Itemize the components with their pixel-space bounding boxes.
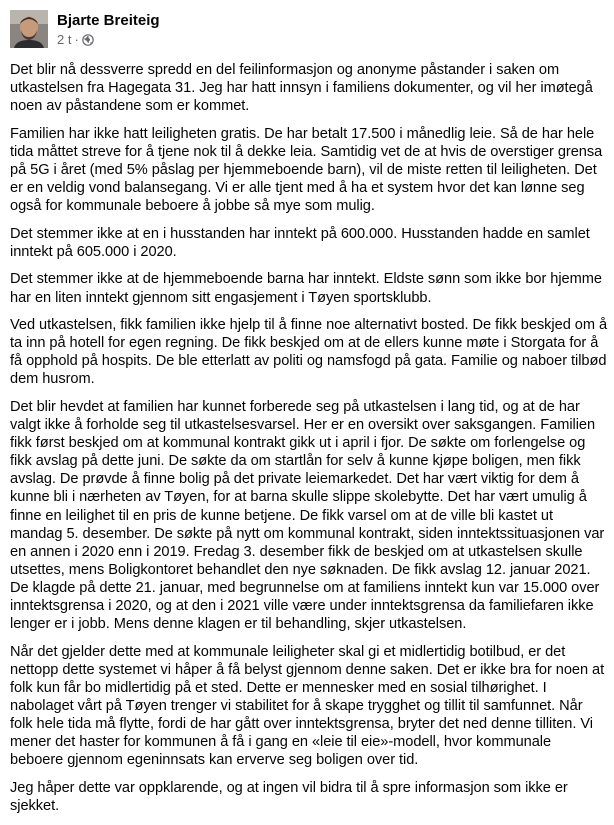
post-timestamp[interactable]: 2 t — [57, 31, 72, 47]
globe-icon[interactable] — [82, 33, 94, 45]
avatar[interactable] — [10, 10, 48, 48]
post-paragraph: Ved utkastelsen, fikk familien ikke hjelp til å finne noe alternativt bosted. De fikk beskjed om å ta inn på hotell for egen regning. De fikk beskjed om at de ellers kunne møte i Storgata for å få opphold på hospits. De ble etterlatt av politi og namsfogd på gata. Familie og naboer tilbød dem husrom. — [10, 317, 608, 388]
post-meta — [57, 11, 160, 48]
post-paragraph: Det stemmer ikke at de hjemmeboende barna har inntekt. Eldste sønn som ikke bor hjemme har en liten inntekt gjennom sitt engasjement i Tøyen sportsklubb. — [10, 271, 602, 306]
post-paragraph: Familien har ikke hatt leiligheten gratis. De har betalt 17.500 i månedlig leie. Så de har hele tida måttet streve for å tjene nok til å dekke leia. Samtidig vet de at hvis de overstiger grensa på 5G i året (med 5% påslag per hjemmeboende barn), vil de miste retten til leiligheten. Det er en veldig vond balansegang. Vi er alle tjent med å ha et system hvor det kan lønne seg også for kommunale beboere å jobbe så mye som mulig. — [10, 125, 603, 215]
author-name[interactable]: Bjarte Breiteig — [57, 11, 160, 29]
separator-dot: · — [74, 31, 79, 47]
post-paragraph: Det blir hevdet at familien har kunnet forberede seg på utkastelsen i lang tid, og at de har valgt ikke å forholde seg til utkastelsesvarsel. Her er en oversikt over saksgangen. Familien fikk først beskjed om at kommunal kontrakt gikk ut i april i fjor. De søkte om forlengelse og fikk avslag på dette juni. De søkte da om startlån for selv å kunne kjøpe boligen, men fikk avslag. De prøvde å finne bolig på det private leiemarkedet. Det har vært viktig for dem å kunne bli i nærheten av Tøyen, for at barna skulle slippe skolebytte. Det har vært umulig å finne en leilighet til en pris de kunne betjene. De fikk varsel om at de ville bli kastet ut mandag 5. desember. De søkte på nytt om kommunal kontrakt, siden inntektssituasjonen var en annen i 2020 enn i 2019. Fredag 3. desember fikk de beskjed om at utkastelsen skulle utsettes, mens Boligkontoret behandlet den nye søknaden. De fikk avslag 12. januar 2021. De klagde på dette 21. januar, med begrunnelse om at familiens inntekt kun var 15.000 over inntektsgrensa i 2020, og at den i 2021 ville være under inntektsgrensa da familiefaren ikke lenger er i jobb. Mens denne klagen er til behandling, skjer utkastelsen. — [10, 399, 605, 633]
post-header — [10, 8, 160, 50]
post-subline — [57, 31, 160, 48]
post-paragraph: Jeg håper dette var oppklarende, og at ingen vil bidra til å spre informasjon som ikke er sjekket. — [10, 779, 568, 814]
post-paragraph: Når det gjelder dette med at kommunale leiligheter skal gi et midlertidig botilbud, er det nettopp dette systemet vi håper å få belyst gjennom denne saken. Det er ikke bra for noen at folk kun får bo midlertidig på et sted. Dette er mennesker med en sosial tilhørighet. I nabolaget vårt på Tøyen trenger vi stabilitet for å skape trygghet og tillit til samfunnet. Når folk hele tida må flytte, fordi de har gått over inntektsgrensa, bryter det ned denne tilliten. Vi mener det haster for kommunen å få i gang en «leie til eie»-modell, hvor kommunale beboere gjennom egeninnsats kan erverve seg boligen over tid. — [10, 643, 605, 769]
post-paragraph: Det blir nå dessverre spredd en del feilinformasjon og anonyme påstander i saken om utkastelsen fra Hagegata 31. Jeg har hatt innsyn i familiens dokumenter, og vil her imøtegå noen av påstandene som er kommet. — [10, 62, 593, 115]
post-paragraph: Det stemmer ikke at en i husstanden har inntekt på 600.000. Husstanden hadde en samlet inntekt på 605.000 i 2020. — [10, 225, 590, 260]
post-body — [10, 61, 608, 825]
